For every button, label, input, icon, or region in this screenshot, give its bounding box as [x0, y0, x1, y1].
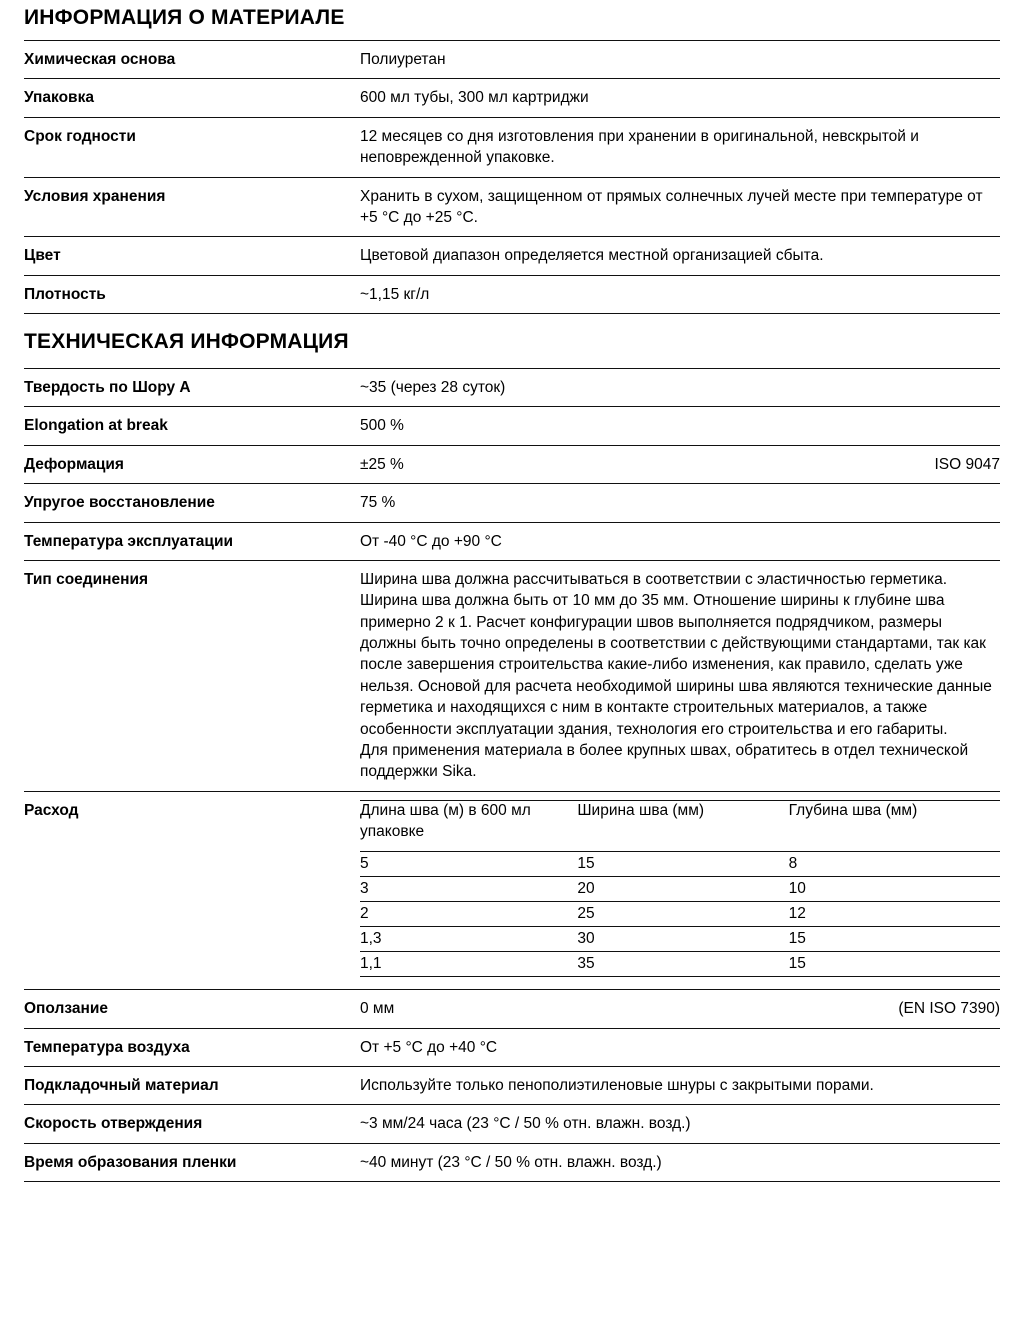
row-label: Скорость отверждения: [24, 1115, 203, 1133]
consumption-header-row: [360, 800, 1000, 851]
consumption-cell-length: 1,1: [360, 952, 577, 977]
table-row: [24, 445, 1000, 483]
row-label: Твердость по Шору A: [24, 379, 191, 396]
consumption-row: [360, 952, 1000, 977]
page-title-technical-info: ТЕХНИЧЕСКАЯ ИНФОРМАЦИЯ: [24, 330, 349, 353]
row-label: Упругое восстановление: [24, 494, 215, 512]
row-value: ~35 (через 28 суток): [360, 379, 506, 396]
table-row: [24, 1143, 1000, 1181]
consumption-cell-length: 3: [360, 876, 577, 901]
row-label: Температура эксплуатации: [24, 532, 234, 550]
table-row: [24, 237, 1000, 275]
table-row: [24, 1028, 1000, 1066]
table-row: [24, 990, 1000, 1028]
row-label: Срок годности: [24, 127, 136, 145]
row-standard-note: (EN ISO 7390): [898, 1000, 1000, 1018]
consumption-cell-width: 35: [577, 952, 788, 977]
row-value: Используйте только пенополиэтиленовые шнуры с закрытыми порами.: [360, 1077, 874, 1095]
row-value: [360, 791, 1000, 990]
table-row-consumption: [24, 791, 1000, 990]
consumption-cell-length: 5: [360, 851, 577, 876]
table-row: [24, 407, 1000, 445]
row-label: Температура воздуха: [24, 1038, 190, 1056]
row-value: 0 мм: [360, 1000, 395, 1018]
row-label: Расход: [24, 801, 79, 819]
row-label: Время образования пленки: [24, 1153, 237, 1171]
spacer: [360, 977, 1000, 981]
row-value: ~40 минут (23 °C / 50 % отн. влажн. возд.): [360, 1153, 662, 1171]
page-title-material-info: ИНФОРМАЦИЯ О МАТЕРИАЛЕ: [24, 6, 345, 29]
row-value: 500 %: [360, 417, 404, 435]
table-row: [24, 1067, 1000, 1105]
row-value: 12 месяцев со дня изготовления при хранении в оригинальной, невскрытой и неповрежденной упаковке.: [360, 127, 919, 167]
table-row: [24, 522, 1000, 560]
consumption-cell-width: 30: [577, 927, 788, 952]
row-value: ~3 мм/24 часа (23 °C / 50 % отн. влажн. возд.): [360, 1115, 691, 1133]
table-row: [24, 117, 1000, 177]
row-label: Подкладочный материал: [24, 1077, 219, 1095]
row-value: [360, 560, 1000, 791]
consumption-cell-width: 25: [577, 901, 788, 926]
consumption-cell-depth: 15: [789, 952, 1000, 977]
row-value: Цветовой диапазон определяется местной организацией сбыта.: [360, 247, 824, 265]
consumption-row: [360, 927, 1000, 952]
consumption-header-depth: Глубина шва (мм): [789, 800, 1000, 851]
consumption-cell-depth: 10: [789, 876, 1000, 901]
row-paragraph: Ширина шва должна рассчитываться в соответствии с эластичностью герметика. Ширина шва должна быть от 10 мм до 35 мм. Отношение ширины к глубине шва примерно 2 к 1. Расчет конфигурации швов выполняется подрядчиком, размеры должны быть точно определены в соответствии с действующими стандартами, так как после завершения строительства какие-либо изменения, как правило, сделать уже нельзя. Основой для расчета необходимой ширины шва являются технические данные герметика и находящихся с ним в контакте строительных материалов, а также особенности эксплуатации здания, технология его строительства и его габариты.: [360, 570, 992, 738]
consumption-row: [360, 851, 1000, 876]
row-value-with-note: [360, 990, 1000, 1028]
table-row: [24, 41, 1000, 79]
consumption-cell-width: 15: [577, 851, 788, 876]
consumption-cell-length: 1,3: [360, 927, 577, 952]
consumption-header-width: Ширина шва (мм): [577, 800, 788, 851]
table-row: [24, 484, 1000, 522]
row-label: Тип соединения: [24, 570, 149, 588]
row-value: ~1,15 кг/л: [360, 285, 430, 303]
consumption-header-length: Длина шва (м) в 600 мл упаковке: [360, 800, 577, 851]
consumption-cell-depth: 8: [789, 851, 1000, 876]
material-info-table: [24, 40, 1000, 314]
row-standard-note: ISO 9047: [934, 455, 1000, 473]
row-value: ±25 %: [360, 455, 404, 473]
consumption-cell-depth: 15: [789, 927, 1000, 952]
row-label: Оползание: [24, 1000, 108, 1018]
table-row: [24, 79, 1000, 117]
row-label: Цвет: [24, 247, 61, 265]
table-row: [24, 560, 1000, 791]
row-value: Хранить в сухом, защищенном от прямых солнечных лучей месте при температуре от +5 °C до +25 °C.: [360, 187, 983, 226]
table-row: [24, 1105, 1000, 1143]
consumption-table: [360, 800, 1000, 978]
table-row: [24, 177, 1000, 237]
table-row: [24, 369, 1000, 407]
consumption-cell-length: 2: [360, 901, 577, 926]
row-label: Химическая основа: [24, 51, 176, 68]
technical-info-table: [24, 368, 1000, 1182]
row-value: 600 мл тубы, 300 мл картриджи: [360, 89, 589, 107]
row-label: Elongation at break: [24, 417, 168, 435]
table-row: [24, 275, 1000, 313]
row-value: Полиуретан: [360, 51, 446, 68]
consumption-cell-depth: 12: [789, 901, 1000, 926]
row-value: От +5 °C до +40 °C: [360, 1038, 498, 1056]
row-label: Упаковка: [24, 89, 94, 107]
row-paragraph: Для применения материала в более крупных швах, обратитесь в отдел технической поддержки Sika.: [360, 741, 969, 781]
row-value: 75 %: [360, 494, 396, 512]
row-label: Деформация: [24, 455, 124, 473]
consumption-row: [360, 901, 1000, 926]
consumption-row: [360, 876, 1000, 901]
row-value-with-note: [360, 445, 1000, 483]
row-label: Плотность: [24, 285, 106, 303]
row-label: Условия хранения: [24, 187, 166, 205]
consumption-cell-width: 20: [577, 876, 788, 901]
row-value: От -40 °C до +90 °C: [360, 532, 502, 550]
